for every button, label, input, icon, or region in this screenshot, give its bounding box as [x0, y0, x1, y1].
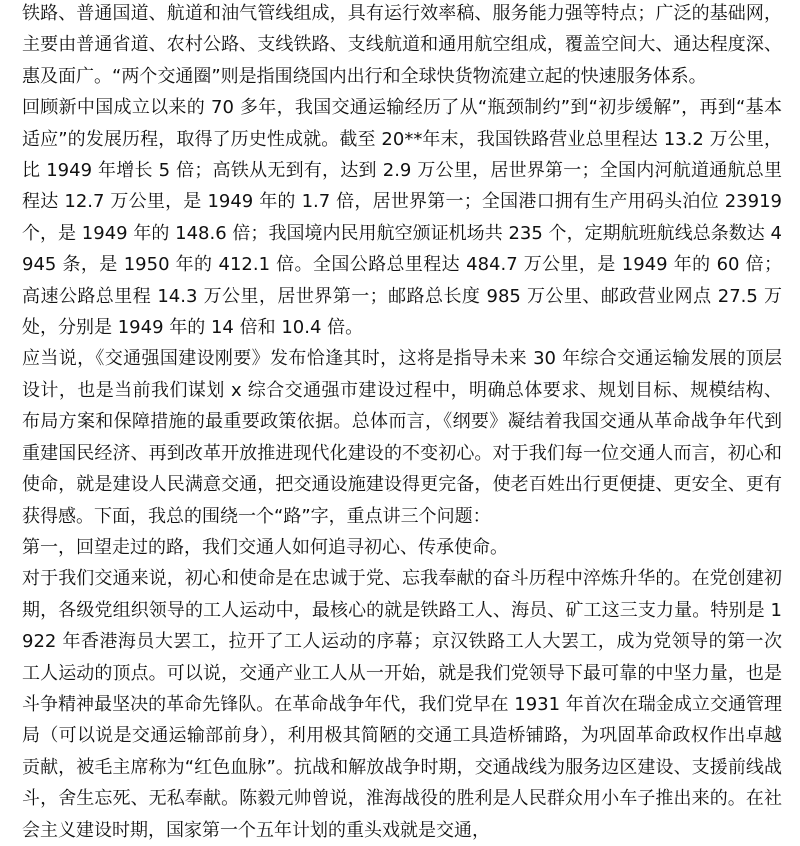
paragraph-revolutionary-history: 对于我们交通来说，初心和使命是在忠诚于党、忘我奉献的奋斗历程中淬炼升华的。在党创建初期，各级党组织领导的工人运动中，最核心的就是铁路工人、海员、矿工这三支力量。特别是 1922 年香港海员大罢工，拉开了工人运动的序幕；京汉铁路工人大罢工，成为党领导的第一次工人运动的顶点。可以说，交通产业工人从一开始，就是我们党领导下最可靠的中坚力量，也是斗争精神最坚决的革命先锋队。在革命战争年代，我们党早在 1931 年首次在瑞金成立交通管理局（可以说是交通运输部前身），利用极其简陋的交通工具造桥铺路，为巩固革命政权作出卓越贡献，被毛主席称为“红色血脉”。抗战和解放战争时期，交通战线为服务边区建设、支援前线战斗，舍生忘死、无私奉献。陈毅元帅曾说，淮海战役的胜利是人民群众用小车子推出来的。在社会主义建设时期，国家第一个五年计划的重头戏就是交通， [22, 568, 782, 841]
document-body [22, 0, 782, 846]
paragraph-section-one-heading: 第一，回望走过的路，我们交通人如何追寻初心、传承使命。 [22, 536, 508, 558]
paragraph-historical-achievements: 回顾新中国成立以来的 70 多年，我国交通运输经历了从“瓶颈制约”到“初步缓解”，再到“基本适应”的发展历程，取得了历史性成就。截至 20**年末，我国铁路营业总里程达 13.2 万公里，比 1949 年增长 5 倍；高铁从无到有，达到 2.9 万公里，居世界第一；全国内河航道通航总里程达 12.7 万公里，是 1949 年的 1.7 倍，居世界第一；全国港口拥有生产用码头泊位 23919 个，是 1949 年的 148.6 倍；我国境内民用航空颁证机场共 235 个，定期航班航线总条数达 4945 条，是 1950 年的 412.1 倍。全国公路总里程达 484.7 万公里，是 1949 年的 60 倍；高速公路总里程 14.3 万公里，居世界第一；邮路总长度 985 万公里、邮政营业网点 27.5 万处，分别是 1949 年的 14 倍和 10.4 倍。 [22, 97, 782, 339]
paragraph-outline-significance: 应当说，《交通强国建设刚要》发布恰逢其时，这将是指导未来 30 年综合交通运输发展的顶层设计，也是当前我们谋划 x 综合交通强市建设过程中，明确总体要求、规划目标、规模结构、布局方案和保障措施的最重要政策依据。总体而言，《纲要》凝结着我国交通从革命战争年代到重建国民经济、再到改革开放推进现代化建设的不变初心。对于我们每一位交通人而言，初心和使命，就是建设人民满意交通，把交通设施建设得更完备，使老百姓出行更便捷、更安全、更有获得感。下面，我总的围绕一个“路”字，重点讲三个问题： [22, 348, 782, 527]
paragraph-infrastructure-networks: 铁路、普通国道、航道和油气管线组成，具有运行效率稿、服务能力强等特点；广泛的基础网，主要由普通省道、农村公路、支线铁路、支线航道和通用航空组成，覆盖空间大、通达程度深、惠及面广。“两个交通圈”则是指围绕国内出行和全球快货物流建立起的快速服务体系。 [22, 3, 782, 87]
